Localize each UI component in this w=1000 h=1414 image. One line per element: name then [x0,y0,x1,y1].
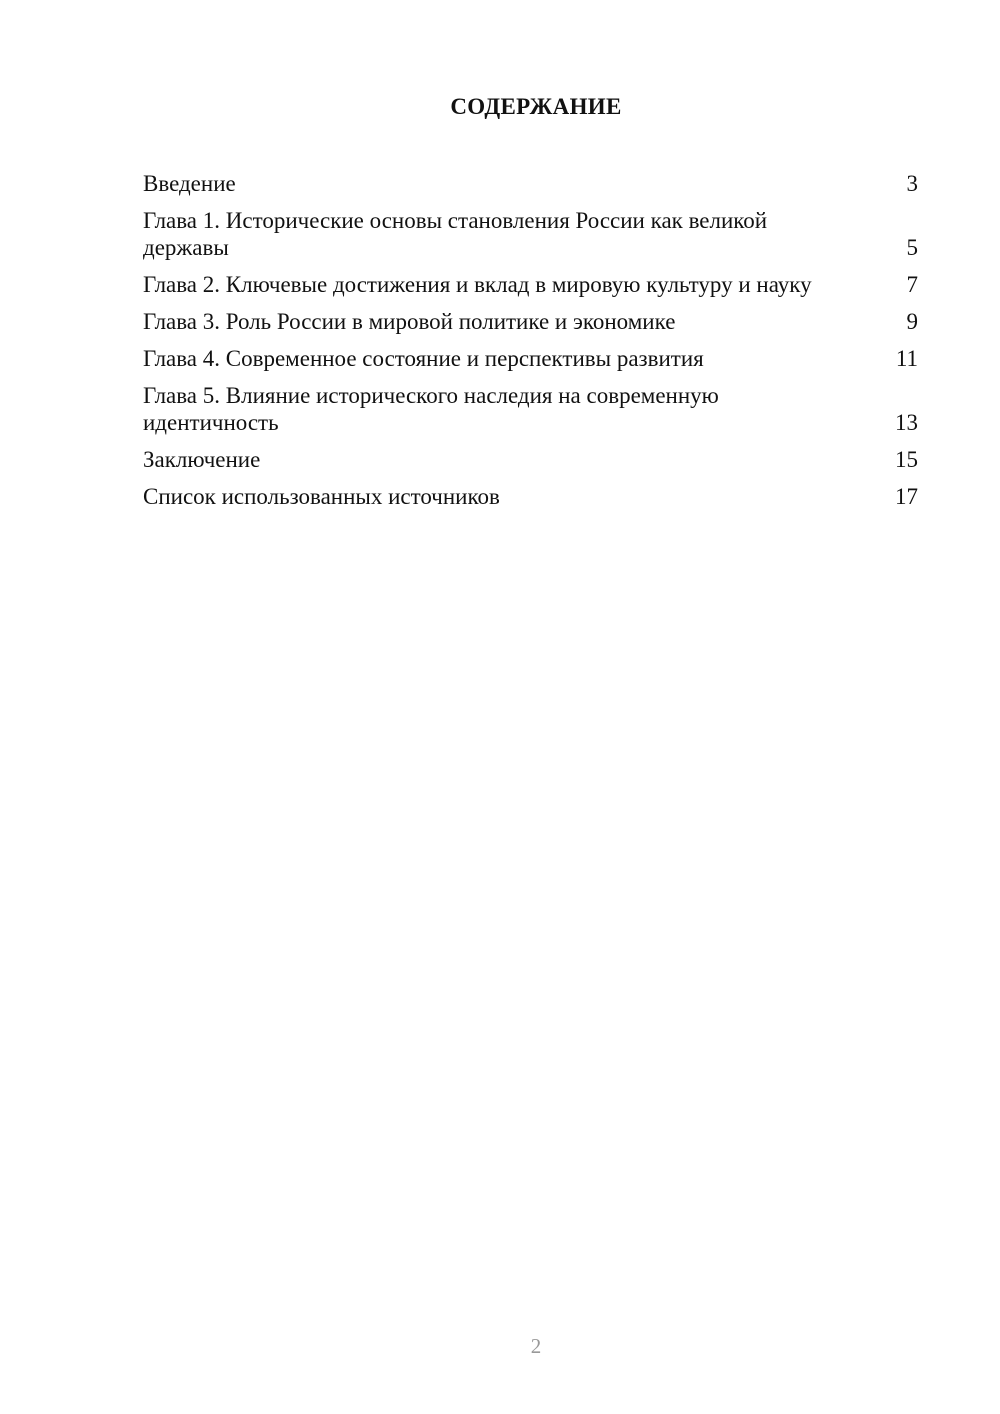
toc-entry-title: Глава 4. Современное состояние и перспективы развития [143,346,704,371]
toc-entry-title: Список использованных источников [143,484,500,509]
toc-entry-page: 17 [895,484,918,509]
toc-title: СОДЕРЖАНИЕ [450,94,622,119]
toc-entry-page: 3 [906,171,918,196]
toc-entry-title: Глава 5. Влияние исторического наследия на современную идентичность [143,383,719,435]
toc-entry [143,382,918,436]
toc-entry-page: 9 [906,309,918,334]
toc-entry-title: Глава 3. Роль России в мировой политике и экономике [143,309,676,334]
toc-entry-title: Введение [143,171,236,196]
toc-entry-page: 7 [906,272,918,297]
toc-entry-page: 15 [895,447,918,472]
toc-entry-title: Заключение [143,447,261,472]
table-of-contents [143,170,918,520]
toc-entry-page: 11 [895,346,918,371]
toc-entry [143,308,918,335]
toc-entry [143,271,918,298]
toc-entry-page: 13 [895,410,918,435]
toc-entry-title: Глава 1. Исторические основы становления России как великой державы [143,208,768,260]
toc-entry [143,170,918,197]
toc-entry-page: 5 [906,235,918,260]
toc-entry [143,446,918,473]
toc-entry [143,345,918,372]
toc-entry-title: Глава 2. Ключевые достижения и вклад в мировую культуру и науку [143,272,812,297]
toc-entry [143,207,918,261]
toc-entry [143,483,918,510]
page-number: 2 [530,1334,542,1358]
